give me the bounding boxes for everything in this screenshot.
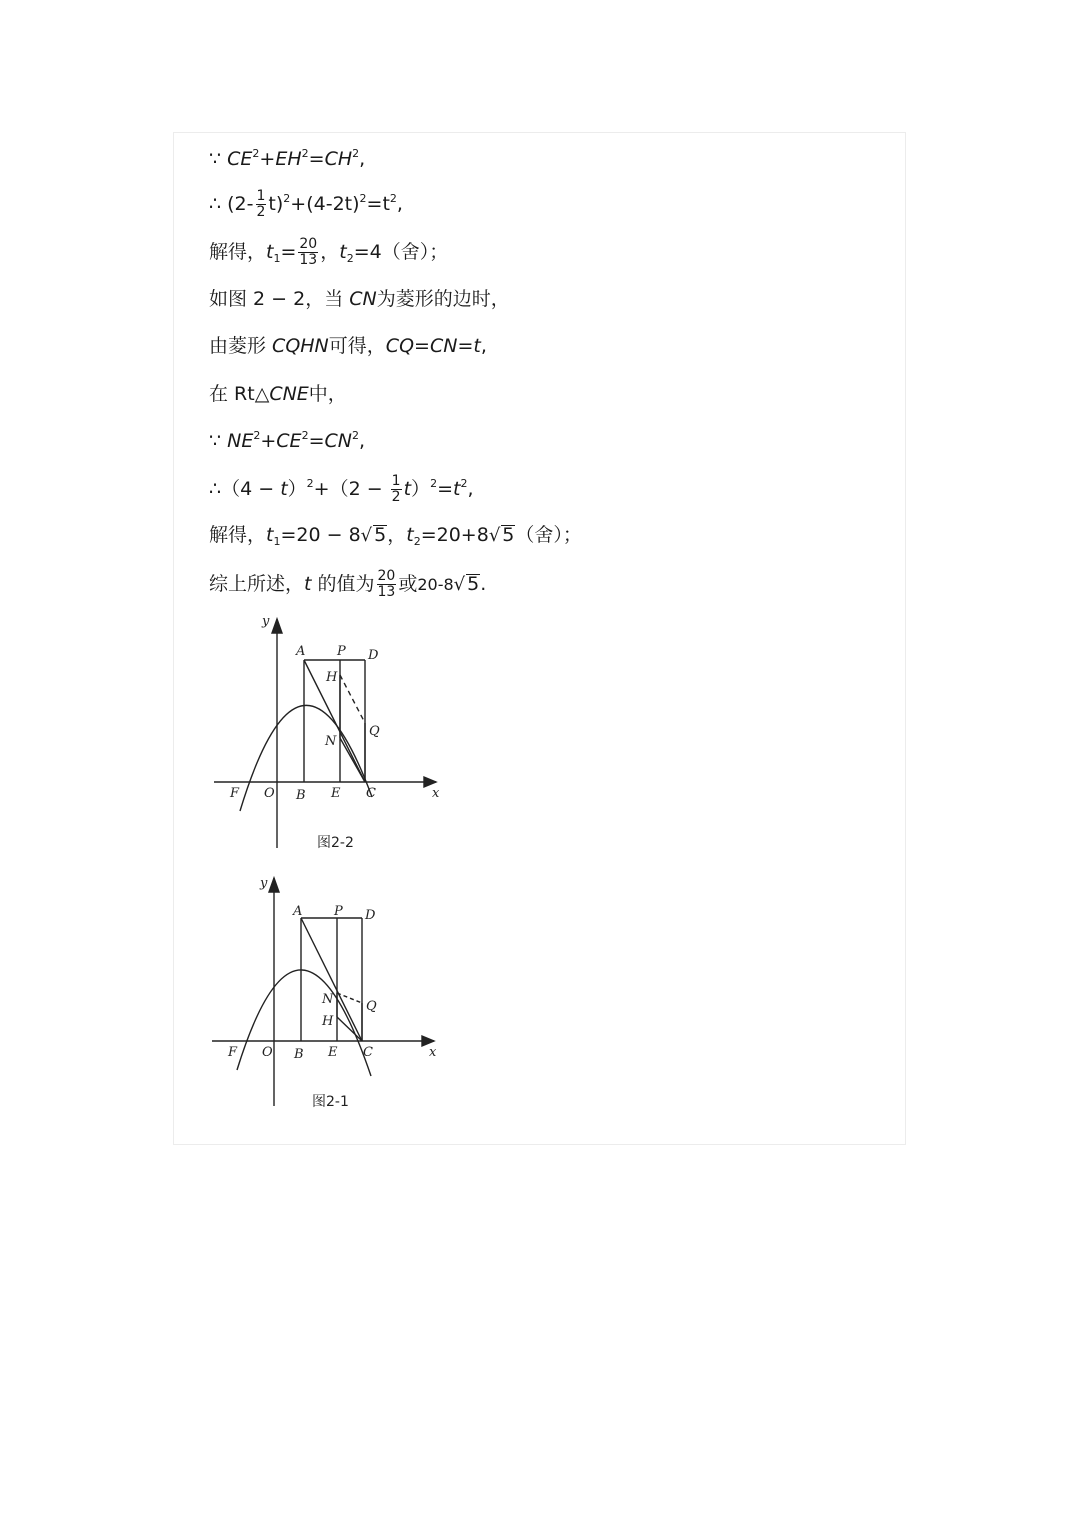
label-y: y bbox=[262, 614, 270, 629]
fraction: $\frac{1}{2}$ bbox=[391, 473, 401, 505]
equation-line-2: ∴ (2- $\frac{1}{2}$ $t)^2+(4-2t)^2=t^2$, bbox=[209, 188, 403, 220]
label-E: E bbox=[331, 786, 341, 801]
parabola bbox=[237, 970, 371, 1076]
equation-line-3: 解得，$t_1=$ $\frac{20}{13}$ ，$t_2=4$（舍）； bbox=[209, 236, 449, 268]
therefore-symbol: ∴ bbox=[209, 193, 222, 215]
label-H: H bbox=[322, 1014, 334, 1029]
y-axis-arrow bbox=[272, 619, 282, 633]
geometry-diagram-2-1 bbox=[204, 870, 454, 1120]
y-axis-arrow bbox=[269, 878, 279, 892]
label-N: N bbox=[325, 734, 337, 749]
equation-line-9: 解得，$t_1=20 - 8√$ 5，$t_2=20+8√$ 5（舍）； bbox=[209, 524, 582, 548]
label-x: x bbox=[429, 1045, 437, 1060]
label-F: F bbox=[228, 1045, 238, 1060]
label-B: B bbox=[296, 788, 306, 803]
fraction: $\frac{20}{13}$ bbox=[299, 236, 318, 268]
figure-2-1 bbox=[204, 870, 454, 1124]
conclusion-line: 综上所述，t 的值为 $\frac{20}{13}$ 或20-8√ 5. bbox=[209, 568, 487, 600]
label-A: A bbox=[293, 904, 303, 919]
label-N: N bbox=[322, 992, 334, 1007]
figure-2-2 bbox=[204, 611, 454, 865]
label-A: A bbox=[296, 644, 306, 659]
text-line-5: 由菱形 CQHN可得，CQ=CN=t, bbox=[209, 335, 487, 357]
because-symbol: ∵ bbox=[209, 148, 222, 170]
label-D: D bbox=[368, 648, 379, 663]
label-O: O bbox=[264, 786, 275, 801]
label-Q: Q bbox=[366, 999, 377, 1014]
figure-caption: 图2-1 bbox=[312, 1094, 349, 1110]
segment-CN bbox=[340, 738, 365, 782]
equation-line-8: ∴（4 − t）$^2$+（2 − $\frac{1}{2}$ $t)^2=t^2$, bbox=[209, 473, 474, 505]
radical-sign: √ bbox=[488, 525, 501, 546]
radical-sign: √ bbox=[360, 525, 373, 546]
text-line-6: 在 Rt△CNE中， bbox=[209, 383, 347, 405]
label-F: F bbox=[230, 786, 240, 801]
label-D: D bbox=[365, 908, 376, 923]
label-B: B bbox=[294, 1047, 304, 1062]
fraction: $\frac{1}{2}$ bbox=[256, 188, 266, 220]
geometry-diagram-2-2 bbox=[204, 611, 454, 861]
label-C: C bbox=[363, 1045, 373, 1060]
label-E: E bbox=[328, 1045, 338, 1060]
document-page bbox=[173, 132, 906, 1145]
fraction: $\frac{20}{13}$ bbox=[377, 568, 396, 600]
radical-sign: √ bbox=[453, 574, 466, 595]
label-P: P bbox=[337, 644, 346, 659]
label-x: x bbox=[432, 786, 440, 801]
segment-HQ-dashed bbox=[340, 675, 365, 723]
label-C: C bbox=[366, 786, 376, 801]
label-Q: Q bbox=[369, 724, 380, 739]
equation-line-1: ∵ $CE^2+EH^2=CH^2$, bbox=[209, 147, 366, 170]
text-line-4: 如图 2 − 2，当 CN为菱形的边时， bbox=[209, 288, 510, 310]
equation-line-7: ∵ $NE^2+CE^2=CN^2$, bbox=[209, 429, 366, 452]
figure-caption: 图2-2 bbox=[317, 835, 354, 851]
label-P: P bbox=[334, 904, 343, 919]
label-H: H bbox=[326, 670, 338, 685]
label-y: y bbox=[260, 876, 268, 891]
label-O: O bbox=[262, 1045, 273, 1060]
because-symbol: ∵ bbox=[209, 430, 222, 452]
